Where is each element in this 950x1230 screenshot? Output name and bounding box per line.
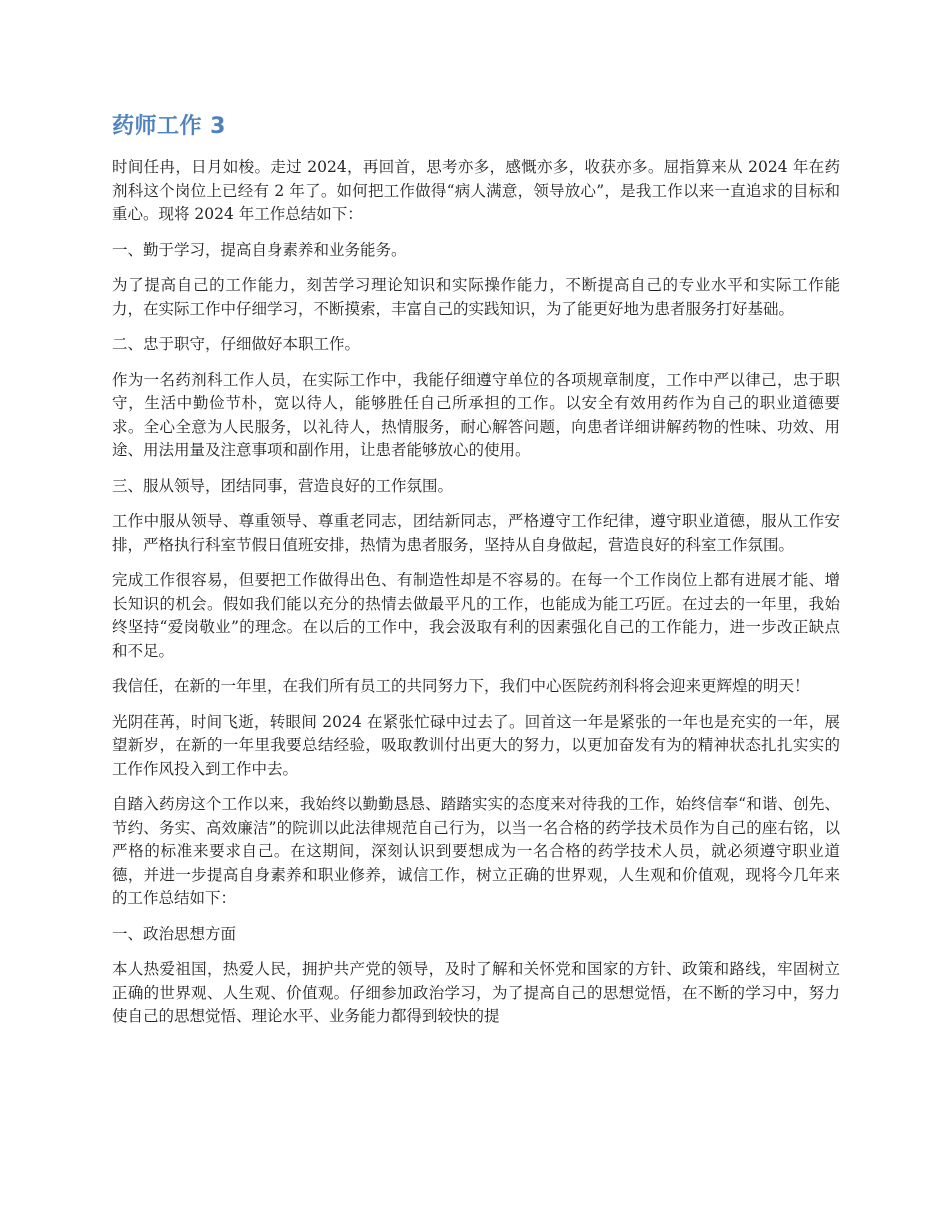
- section-heading-duty: 二、忠于职守，仔细做好本职工作。: [112, 335, 361, 353]
- section-heading-teamwork: 三、服从领导，团结同事，营造良好的工作氛围。: [112, 476, 454, 495]
- paragraph-study: 为了提高自己的工作能力，刻苦学习理论知识和实际操作能力，不断提高自己的专业水平和实际工作能力，在实际工作中仔细学习，不断摸索，丰富自己的实践知识，为了能更好地为患者服务打好基础。: [112, 276, 840, 318]
- paragraph-teamwork: 工作中服从领导、尊重领导、尊重老同志，团结新同志，严格遵守工作纪律，遵守职业道德，服从工作安排，严格执行科室节假日值班安排，热情为患者服务，坚持从自身做起，营造良好的科室工作氛围。: [112, 512, 840, 554]
- paragraph-year-review: 光阴荏苒，时间飞逝，转眼间 2024 在紧张忙碌中过去了。回首这一年是紧张的一年也是充实的一年，展望新岁，在新的一年里我要总结经验，吸取教训付出更大的努力，以更加奋发有为的精神状态扎扎实实的工作作风投入到工作中去。: [112, 712, 840, 778]
- document-content: [112, 112, 840, 1041]
- paragraph-duty: 作为一名药剂科工作人员，在实际工作中，我能仔细遵守单位的各项规章制度，工作中严以律己，忠于职守，生活中勤俭节朴，宽以待人，能够胜任自己所承担的工作。以安全有效用药作为自己的职业道德要求。全心全意为人民服务，以礼待人，热情服务，耐心解答问题，向患者详细讲解药物的性味、功效、用途、用法用量及注意事项和副作用，让患者能够放心的使用。: [112, 370, 840, 459]
- paragraph-politics: 本人热爱祖国，热爱人民，拥护共产党的领导，及时了解和关怀党和国家的方针、政策和路线，牢固树立正确的世界观、人生观、价值观。仔细参加政治学习，为了提高自己的思想觉悟，在不断的学习中，努力使自己的思想觉悟、理论水平、业务能力都得到较快的提: [112, 960, 840, 1025]
- paragraph-outlook: 我信任，在新的一年里，在我们所有员工的共同努力下，我们中心医院药剂科将会迎来更辉煌的明天！: [112, 677, 810, 695]
- section-heading-study: 一、勤于学习，提高自身素养和业务能务。: [112, 240, 407, 259]
- paragraph-pharmacy-career: 自踏入药房这个工作以来，我始终以勤勤恳恳、踏踏实实的态度来对待我的工作，始终信奉“和谐、创先、节约、务实、高效廉洁”的院训以此法律规范自己行为，以当一名合格的药学技术员作为自己的座右铭，以严格的标准来要求自己。在这期间，深刻认识到要想成为一名合格的药学技术人员，就必须遵守职业道德，并进一步提高自身素养和职业修养，诚信工作，树立正确的世界观，人生观和价值观，现将今几年来的工作总结如下：: [112, 795, 840, 907]
- paragraph-excellence: 完成工作很容易，但要把工作做得出色、有制造性却是不容易的。在每一个工作岗位上都有进展才能、增长知识的机会。假如我们能以充分的热情去做最平凡的工作，也能成为能工巧匠。在过去的一年里，我始终坚持“爱岗敬业”的理念。在以后的工作中，我会汲取有利的因素强化自己的工作能力，进一步改正缺点和不足。: [112, 571, 840, 660]
- paragraph-intro: 时间任冉，日月如梭。走过 2024，再回首，思考亦多，感慨亦多，收获亦多。屈指算来从 2024 年在药剂科这个岗位上已经有 2 年了。如何把工作做得“病人满意，领导放心”，是我工作以来一直追求的目标和重心。现将 2024 年工作总结如下：: [112, 158, 840, 223]
- section-heading-politics: 一、政治思想方面: [112, 924, 237, 943]
- document-title: 药师工作 3: [112, 114, 226, 139]
